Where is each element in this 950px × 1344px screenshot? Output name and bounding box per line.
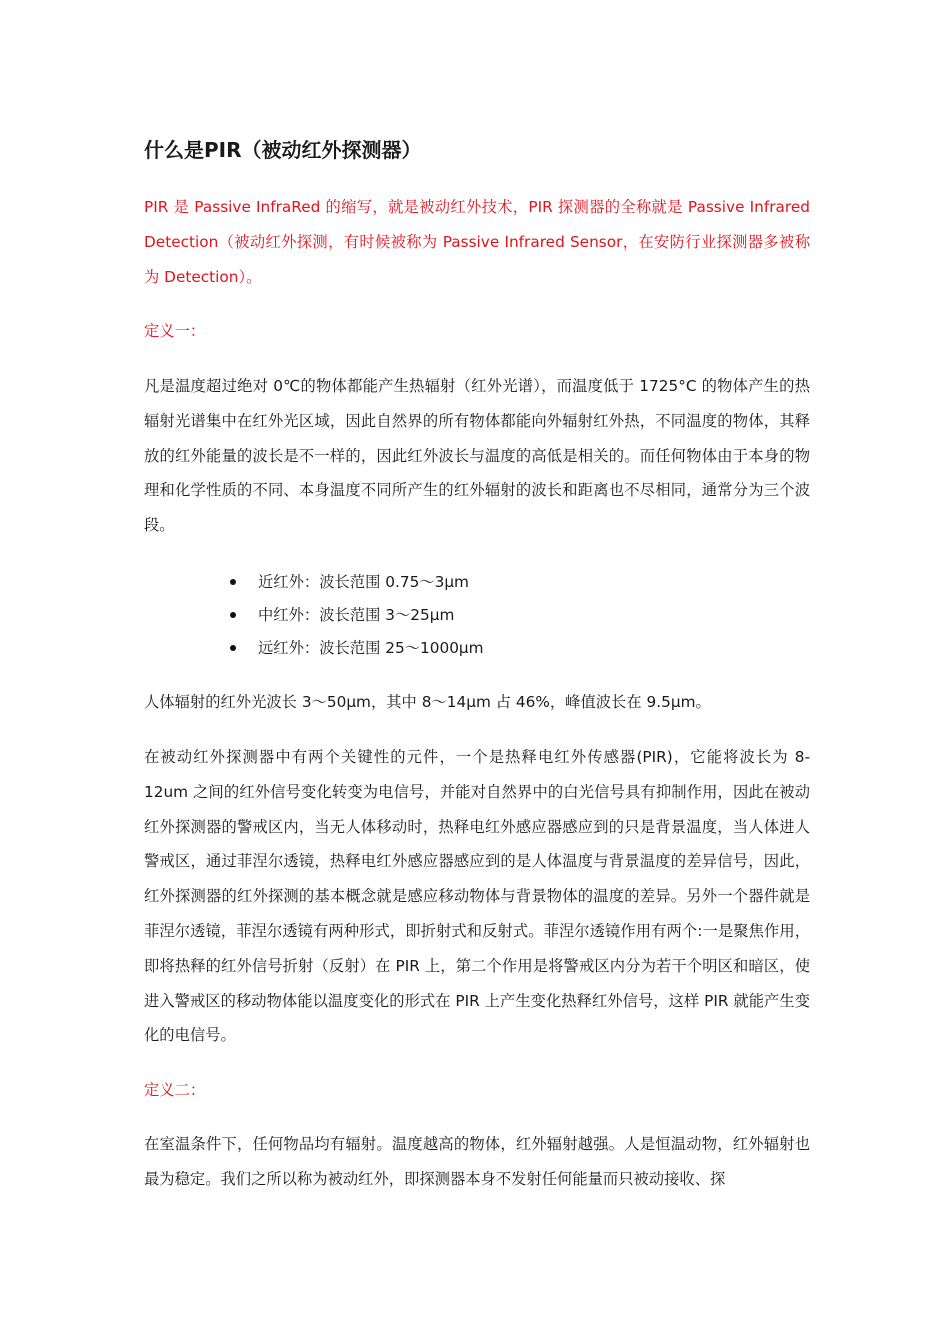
list-item <box>144 599 810 632</box>
band-near: 近红外：波长范围 0.75～3μm <box>258 573 469 591</box>
list-item <box>144 632 810 665</box>
list-item <box>144 566 810 599</box>
bullet-icon <box>230 579 236 585</box>
infrared-bands-list <box>144 566 810 665</box>
band-far: 远红外：波长范围 25～1000μm <box>258 639 484 657</box>
document-title: 什么是PIR（被动红外探测器） <box>144 138 422 162</box>
bullet-icon <box>230 645 236 651</box>
definition-two-heading: 定义二： <box>144 1081 206 1099</box>
pir-components-paragraph: 在被动红外探测器中有两个关键性的元件，一个是热释电红外传感器(PIR)，它能将波长为 8-12um 之间的红外信号变化转变为电信号，并能对自然界中的白光信号具有抑制作用，因此在被动红外探测器的警戒区内，当无人体移动时，热释电红外感应器感应到的只是背景温度，当人体进人警戒区，通过菲涅尔透镜，热释电红外感应器感应到的是人体温度与背景温度的差异信号，因此，红外探测器的红外探测的基本概念就是感应移动物体与背景物体的温度的差异。另外一个器件就是菲涅尔透镜，菲涅尔透镜有两种形式，即折射式和反射式。菲涅尔透镜作用有两个:一是聚焦作用，即将热释的红外信号折射（反射）在 PIR 上，第二个作用是将警戒区内分为若干个明区和暗区，使进入警戒区的移动物体能以温度变化的形式在 PIR 上产生变化热释红外信号，这样 PIR 就能产生变化的电信号。 <box>144 748 810 1045</box>
bullet-icon <box>230 612 236 618</box>
definition-two-paragraph: 在室温条件下，任何物品均有辐射。温度越高的物体，红外辐射越强。人是恒温动物，红外辐射也最为稳定。我们之所以称为被动红外，即探测器本身不发射任何能量而只被动接收、探 <box>144 1135 810 1188</box>
definition-one-paragraph: 凡是温度超过绝对 0℃的物体都能产生热辐射（红外光谱），而温度低于 1725°C 的物体产生的热辐射光谱集中在红外光区域，因此自然界的所有物体都能向外辐射红外热，不同温度的物体，其释放的红外能量的波长是不一样的，因此红外波长与温度的高低是相关的。而任何物体由于本身的物理和化学性质的不同、本身温度不同所产生的红外辐射的波长和距离也不尽相同，通常分为三个波段。 <box>144 377 810 535</box>
human-radiation-paragraph: 人体辐射的红外光波长 3～50μm，其中 8～14μm 占 46%，峰值波长在 9.5μm。 <box>144 693 711 711</box>
definition-one-heading: 定义一： <box>144 322 206 340</box>
band-mid: 中红外：波长范围 3～25μm <box>258 606 455 624</box>
intro-paragraph: PIR 是 Passive InfraRed 的缩写，就是被动红外技术，PIR 探测器的全称就是 Passive Infrared Detection（被动红外探测，有时候被称为 Passive Infrared Sensor，在安防行业探测器多被称为 Detection）。 <box>144 198 810 286</box>
